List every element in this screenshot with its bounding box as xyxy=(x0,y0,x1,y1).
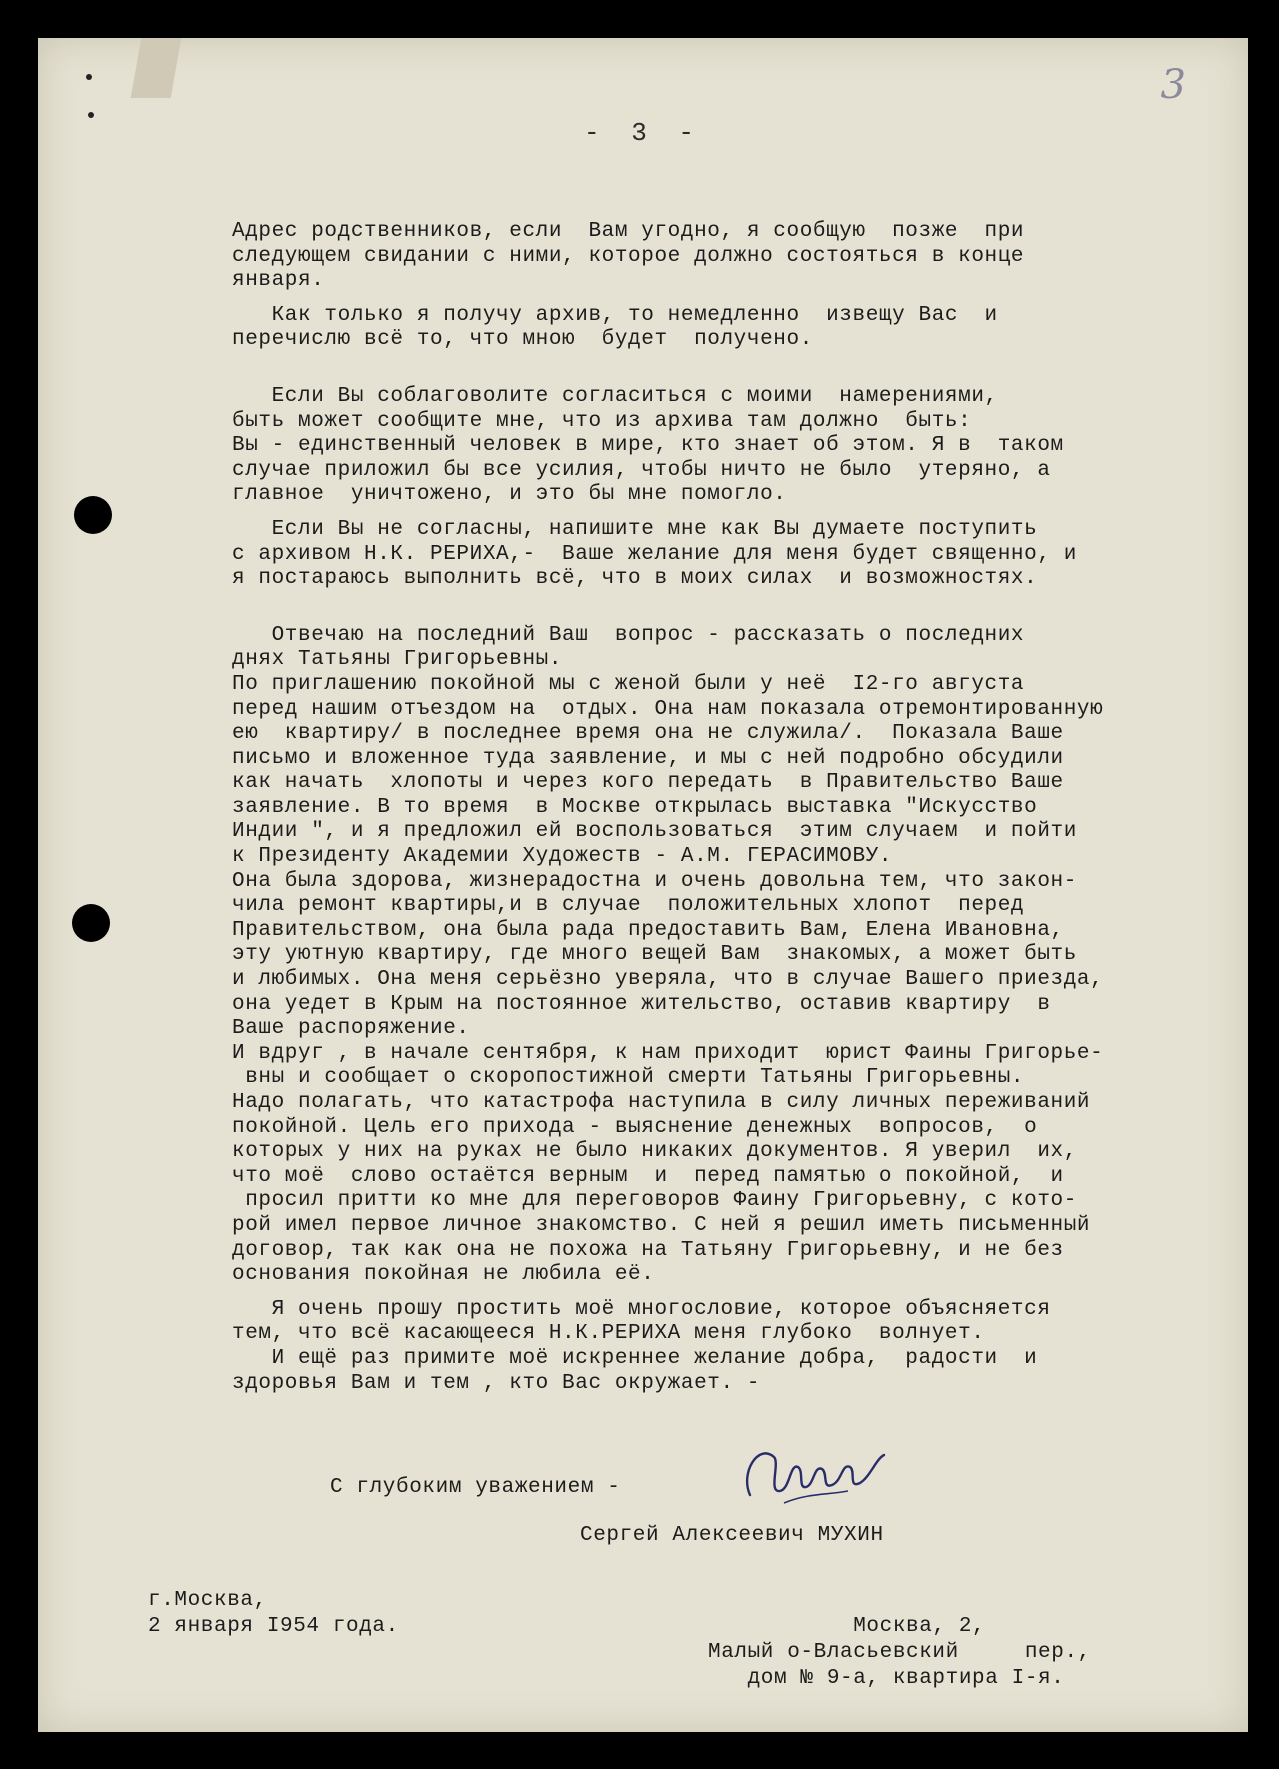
text-line: письмо и вложенное туда заявление, и мы с ней подробно обсудили xyxy=(232,746,1064,770)
place-line: г.Москва, xyxy=(148,1589,267,1612)
text-line: чила ремонт квартиры,и в случае положительных хлопот перед xyxy=(232,894,1025,918)
paragraph xyxy=(232,1298,1242,1396)
text-line: с архивом Н.К. РЕРИХА,- Ваше желание для меня будет священно, и xyxy=(232,542,1077,566)
paragraph xyxy=(232,624,1242,1288)
punch-hole xyxy=(74,496,112,534)
paragraph xyxy=(232,304,1242,353)
text-line: быть может сообщите мне, что из архива там должно быть: xyxy=(232,409,972,433)
text-line: днях Татьяны Григорьевны. xyxy=(232,648,563,672)
handwritten-signature xyxy=(738,1433,888,1513)
text-line: вны и сообщает о скоропостижной смерти Татьяны Григорьевны. xyxy=(232,1066,1025,1090)
text-line: следующем свидании с ними, которое должно состояться в конце xyxy=(232,244,1025,268)
text-line: Я очень прошу простить моё многословие, которое объясняется xyxy=(232,1297,1051,1321)
text-line: рой имел первое личное знакомство. С ней я решил иметь письменный xyxy=(232,1213,1091,1237)
page-number: - 3 - xyxy=(583,118,702,148)
text-line: и любимых. Она меня серьёзно уверяла, что в случае Вашего приезда, xyxy=(232,968,1104,992)
address-line: дом № 9-а, квартира I-я. xyxy=(708,1667,1065,1690)
text-line: эту уютную квартиру, где много вещей Вам знакомых, а может быть xyxy=(232,943,1077,967)
text-line: она уедет в Крым на постоянное жительство, оставив квартиру в xyxy=(232,992,1051,1016)
text-line: Как только я получу архив, то немедленно извещу Вас и xyxy=(232,303,998,327)
text-line: что моё слово остаётся верным и перед памятью о покойной, и xyxy=(232,1164,1064,1188)
text-line: перед нашим отъездом на отдых. Она нам показала отремонтированную xyxy=(232,697,1104,721)
text-line: Индии ", и я предложил ей воспользоваться этим случаем и пойти xyxy=(232,820,1077,844)
edge-mark xyxy=(86,74,92,80)
address-line: Малый о-Власьевский пер., xyxy=(708,1641,1091,1664)
text-line: Вы - единственный человек в мире, кто знает об этом. Я в таком xyxy=(232,434,1064,458)
paragraph xyxy=(232,220,1242,294)
sender-address xyxy=(708,1614,1091,1692)
paragraph xyxy=(232,385,1242,508)
text-line: Если Вы соблаговолите согласиться с моими намерениями, xyxy=(232,384,998,408)
text-line: Адрес родственников, если Вам угодно, я сообщую позже при xyxy=(232,220,1025,243)
letter-page xyxy=(38,38,1248,1732)
text-line: как начать хлопоты и через кого передать в Правительство Ваше xyxy=(232,771,1064,795)
text-line: января. xyxy=(232,269,325,293)
text-line: случае приложил бы все усилия, чтобы ничто не было утеряно, а xyxy=(232,458,1051,482)
signer-name: Сергей Алексеевич МУХИН xyxy=(580,1524,884,1547)
text-line: Надо полагать, что катастрофа наступила в силу личных переживаний xyxy=(232,1091,1091,1114)
text-line: основания покойная не любила её. xyxy=(232,1263,655,1287)
text-line: Она была здорова, жизнерадостна и очень довольна тем, что закон- xyxy=(232,869,1077,893)
text-line: перечислю всё то, что мною будет получено. xyxy=(232,328,813,352)
text-line: Правительством, она была рада предоставить Вам, Елена Ивановна, xyxy=(232,918,1064,942)
torn-corner xyxy=(131,38,182,98)
text-line: ею квартиру/ в последнее время она не служила/. Показала Ваше xyxy=(232,722,1064,746)
text-line: И ещё раз примите моё искреннее желание добра, радости и xyxy=(232,1346,1038,1370)
text-line: тем, что всё касающееся Н.К.РЕРИХА меня глубоко волнует. xyxy=(232,1322,985,1346)
letter-body xyxy=(232,220,1242,1406)
folio-number: 3 xyxy=(1160,62,1186,108)
spacer xyxy=(232,363,1242,385)
punch-hole xyxy=(72,904,110,942)
date-line: 2 января I954 года. xyxy=(148,1615,399,1638)
text-line: главное уничтожено, и это бы мне помогло. xyxy=(232,483,787,507)
text-line: Ваше распоряжение. xyxy=(232,1017,470,1041)
text-line: я постараюсь выполнить всё, что в моих силах и возможностях. xyxy=(232,567,1038,591)
text-line: здоровья Вам и тем , кто Вас окружает. - xyxy=(232,1371,761,1395)
text-line: договор, так как она не похожа на Татьяну Григорьевну, и не без xyxy=(232,1238,1064,1262)
closing-phrase: С глубоким уважением - xyxy=(330,1476,621,1499)
text-line: просил притти ко мне для переговоров Фаину Григорьевну, с кото- xyxy=(232,1189,1077,1213)
text-line: покойной. Цель его прихода - выяснение денежных вопросов, о xyxy=(232,1115,1038,1139)
text-line: которых у них на руках не было никаких документов. Я уверил их, xyxy=(232,1140,1077,1164)
text-line: к Президенту Академии Художеств - А.М. ГЕРАСИМОВУ. xyxy=(232,845,893,869)
address-line: Москва, 2, xyxy=(708,1615,986,1638)
paragraph xyxy=(232,518,1242,592)
text-line: Если Вы не согласны, напишите мне как Вы думаете поступить xyxy=(232,517,1038,541)
spacer xyxy=(232,602,1242,624)
text-line: заявление. В то время в Москве открылась выставка "Искусство xyxy=(232,795,1038,819)
text-line: По приглашению покойной мы с женой были у неё I2-го августа xyxy=(232,672,1025,696)
place-date xyxy=(148,1588,399,1640)
text-line: Отвечаю на последний Ваш вопрос - рассказать о последних xyxy=(232,623,1025,647)
text-line: И вдруг , в начале сентября, к нам приходит юрист Фаины Григорье- xyxy=(232,1041,1104,1065)
